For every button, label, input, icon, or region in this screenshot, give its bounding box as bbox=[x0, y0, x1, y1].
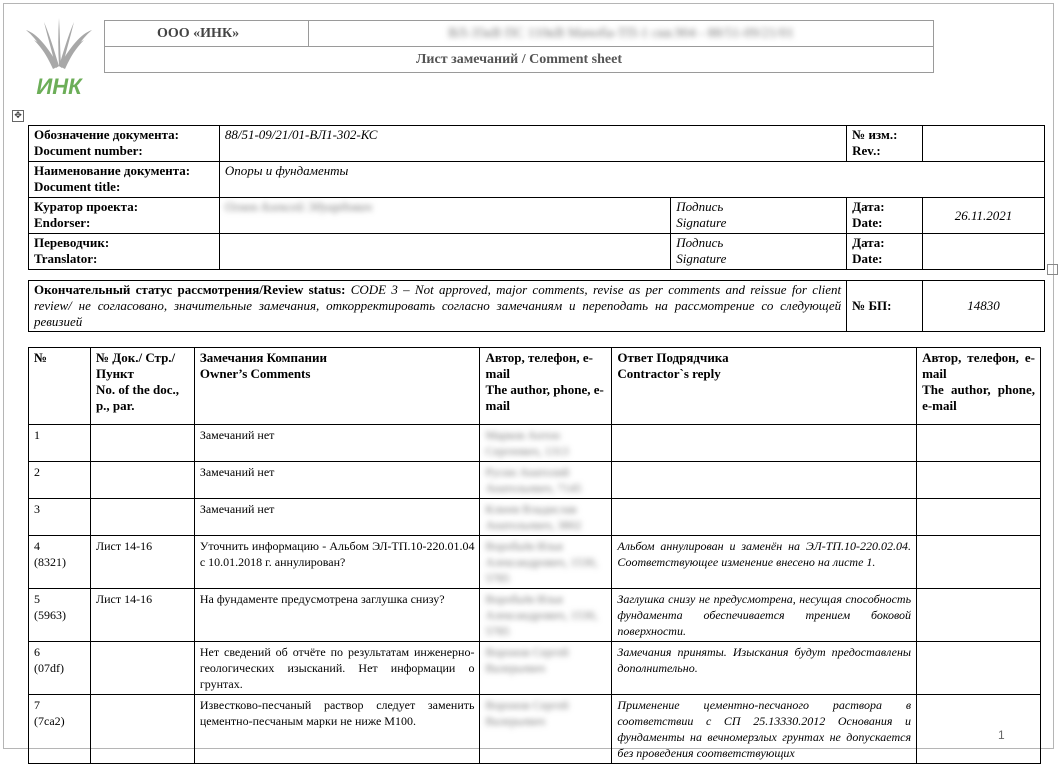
row-comment: Замечаний нет bbox=[194, 499, 480, 536]
table-move-handle[interactable]: ✥ bbox=[12, 110, 24, 122]
row-num: 2 bbox=[29, 462, 91, 499]
doc-title-value: Опоры и фундаменты bbox=[219, 162, 1044, 198]
rev-label: № изм.: Rev.: bbox=[847, 126, 923, 162]
company-logo bbox=[20, 14, 98, 102]
row-num: 3 bbox=[29, 499, 91, 536]
row-author2 bbox=[917, 536, 1041, 589]
row-ref bbox=[90, 425, 194, 462]
header-author: Автор, телефон, e-mail The author, phone, e-mail bbox=[480, 348, 612, 425]
row-author: Воронов Сергей Валерьевич bbox=[480, 695, 612, 764]
row-reply bbox=[612, 499, 917, 536]
row-reply: Альбом аннулирован и заменён на ЭЛ-ТП.10-220.02.04. Соответствующее изменение внесено на листе 1. bbox=[612, 536, 917, 589]
row-num: 4 (8321) bbox=[29, 536, 91, 589]
comments-header-row bbox=[29, 348, 1041, 425]
translator-value bbox=[219, 234, 670, 270]
row-ref: Лист 14-16 bbox=[90, 589, 194, 642]
translator-signature-label: Подпись Signature bbox=[671, 234, 847, 270]
row-author: Клюев Владислав Анатольевич, 3802 bbox=[480, 499, 612, 536]
row-num: 1 bbox=[29, 425, 91, 462]
row-reply: Применение цементно-песчаного раствора в соответствии с СП 25.13330.2012 Основания и фундаменты на вечномерзлых грунтах не допускается без проведения соответствующих bbox=[612, 695, 917, 764]
row-comment: На фундаменте предусмотрена заглушка снизу? bbox=[194, 589, 480, 642]
doc-number-label: Обозначение документа: Document number: bbox=[29, 126, 220, 162]
row-num: 7 (7ca2) bbox=[29, 695, 91, 764]
doc-title-label: Наименование документа: Document title: bbox=[29, 162, 220, 198]
row-author: Русин Анатолий Анатольевич, 7145 bbox=[480, 462, 612, 499]
comments-table bbox=[28, 347, 1041, 764]
table-row bbox=[29, 589, 1041, 642]
project-name: ВЛ-35кВ ПС 110кВ Мачоба-ТП-1 скв.904 - 88/51-09/21/01 bbox=[309, 21, 934, 47]
row-num: 5 (5963) bbox=[29, 589, 91, 642]
row-ref bbox=[90, 499, 194, 536]
translator-label: Переводчик: Translator: bbox=[29, 234, 220, 270]
bp-label: № БП: bbox=[847, 281, 923, 332]
document-page bbox=[3, 3, 1054, 760]
translator-date-value bbox=[923, 234, 1045, 270]
row-comment: Нет сведений об отчёте по результатам инженерно-геологических изысканий. Нет информации о грунтах. bbox=[194, 642, 480, 695]
table-row bbox=[29, 425, 1041, 462]
row-author2 bbox=[917, 499, 1041, 536]
translator-date-label: Дата: Date: bbox=[847, 234, 923, 270]
row-reply: Замечания приняты. Изыскания будут предоставлены дополнительно. bbox=[612, 642, 917, 695]
table-row bbox=[29, 642, 1041, 695]
header-author2: Автор, телефон, e-mail The author, phone, e-mail bbox=[917, 348, 1041, 425]
row-author2 bbox=[917, 642, 1041, 695]
row-author2 bbox=[917, 695, 1041, 764]
table-row bbox=[29, 499, 1041, 536]
endorser-date-label: Дата: Date: bbox=[847, 198, 923, 234]
row-ref: Лист 14-16 bbox=[90, 536, 194, 589]
row-author: Воробьёв Илья Александрович, 1530, 5785 bbox=[480, 589, 612, 642]
row-ref bbox=[90, 642, 194, 695]
row-reply: Заглушка снизу не предусмотрена, несущая способность фундамента обеспечивается трением боковой поверхности. bbox=[612, 589, 917, 642]
row-comment: Замечаний нет bbox=[194, 425, 480, 462]
rev-value bbox=[923, 126, 1045, 162]
header-table bbox=[104, 20, 934, 73]
page-number: 1 bbox=[998, 728, 1005, 742]
row-comment: Замечаний нет bbox=[194, 462, 480, 499]
row-author: Воронов Сергей Валерьевич bbox=[480, 642, 612, 695]
review-status-table bbox=[28, 280, 1045, 332]
header-reply: Ответ Подрядчика Contractor`s reply bbox=[612, 348, 917, 425]
table-resize-handle[interactable] bbox=[1047, 264, 1058, 275]
header-num: № bbox=[29, 348, 91, 425]
row-ref bbox=[90, 462, 194, 499]
row-author2 bbox=[917, 462, 1041, 499]
table-row bbox=[29, 536, 1041, 589]
row-num: 6 (07df) bbox=[29, 642, 91, 695]
table-row bbox=[29, 695, 1041, 764]
row-author: Воробьёв Илья Александрович, 1530, 5785 bbox=[480, 536, 612, 589]
row-author: Марков Антон Сергеевич, 1313 bbox=[480, 425, 612, 462]
endorser-date-value: 26.11.2021 bbox=[923, 198, 1045, 234]
row-reply bbox=[612, 462, 917, 499]
logo-text: ИНК bbox=[36, 74, 82, 99]
row-author2 bbox=[917, 425, 1041, 462]
endorser-signature-label: Подпись Signature bbox=[671, 198, 847, 234]
row-comment: Известково-песчаный раствор следует заменить цементно-песчаным марки не ниже М100. bbox=[194, 695, 480, 764]
row-ref bbox=[90, 695, 194, 764]
row-author2 bbox=[917, 589, 1041, 642]
row-comment: Уточнить информацию - Альбом ЭЛ-ТП.10-220.01.04 с 10.01.2018 г. аннулирован? bbox=[194, 536, 480, 589]
sheet-title: Лист замечаний / Comment sheet bbox=[105, 47, 934, 73]
header-doc-ref: № Док./ Стр./ Пункт No. of the doc., p., par. bbox=[90, 348, 194, 425]
bp-value: 14830 bbox=[923, 281, 1045, 332]
table-row bbox=[29, 462, 1041, 499]
review-status: Окончательный статус рассмотрения/Review status: CODE 3 – Not approved, major comments, revise as per comments and reissue for client review/ не согласовано, значительные замечания, откорректировать согласно замечаниям и переподать на рассмотрение со следующей ревизией bbox=[29, 281, 847, 332]
endorser-value: Огнев Алексей Эдуардович bbox=[219, 198, 670, 234]
doc-number-value: 88/51-09/21/01-ВЛ1-302-КС bbox=[219, 126, 846, 162]
document-info-table bbox=[28, 125, 1045, 270]
header-comments: Замечания Компании Owner’s Comments bbox=[194, 348, 480, 425]
row-reply bbox=[612, 425, 917, 462]
endorser-label: Куратор проекта: Endorser: bbox=[29, 198, 220, 234]
company-name: ООО «ИНК» bbox=[105, 21, 309, 47]
